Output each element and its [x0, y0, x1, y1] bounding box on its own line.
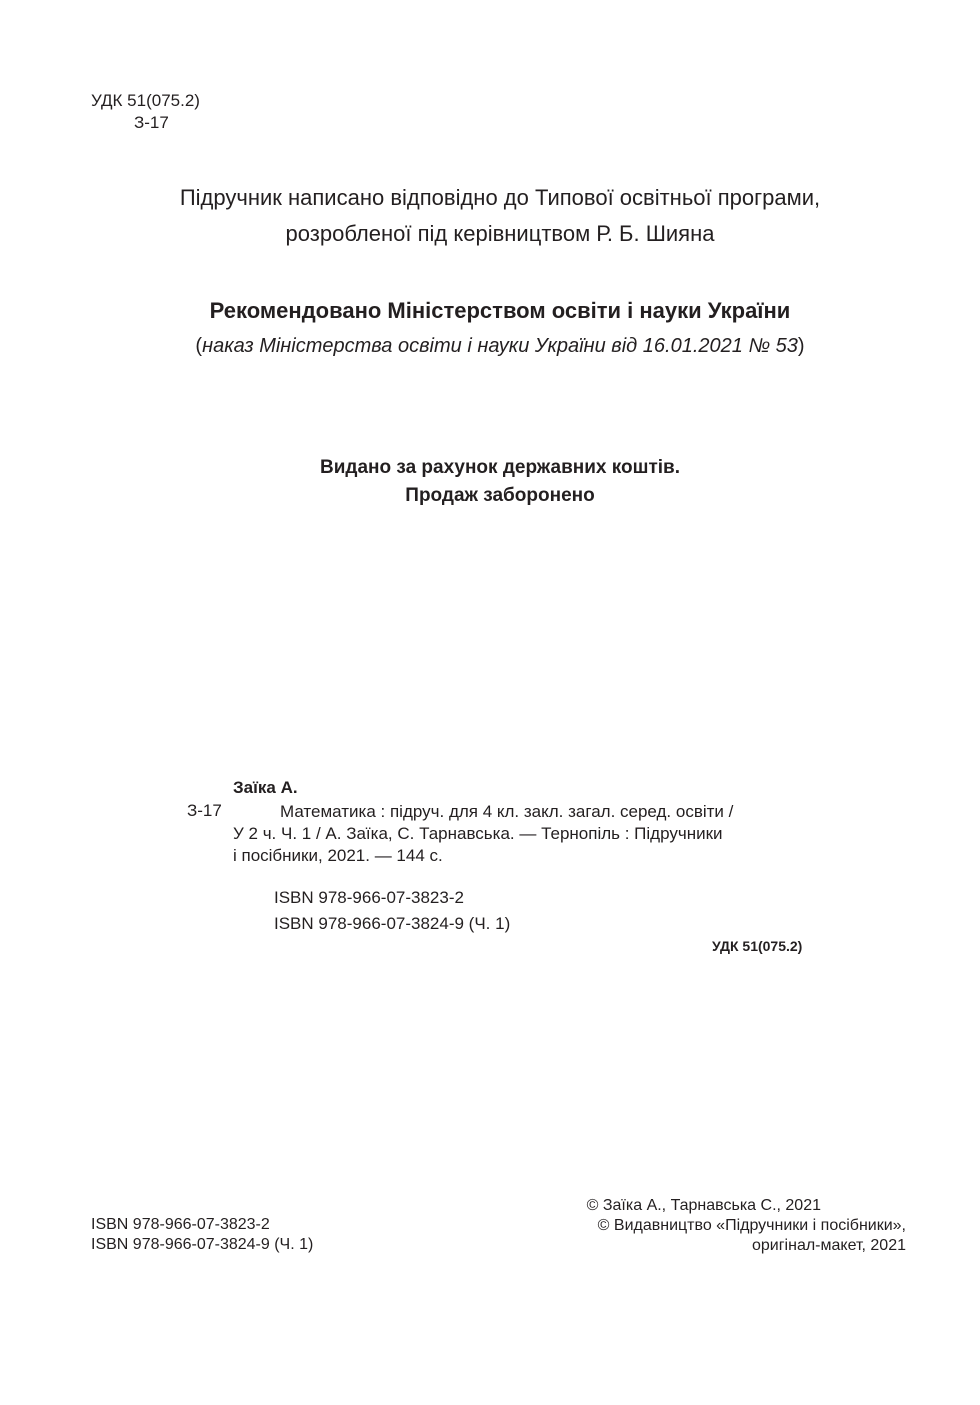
copyright-layout: оригінал-макет, 2021 [751, 1237, 906, 1254]
catalog-author: Заїка А. [233, 778, 298, 797]
catalog-isbn-2: ISBN 978-966-07-3824-9 (Ч. 1) [274, 914, 511, 933]
copyright-authors: © Заїка А., Тарнавська С., 2021 [586, 1197, 821, 1214]
udk-header [91, 90, 200, 134]
udk-code: УДК 51(075.2) [91, 91, 200, 110]
catalog-desc-line2: У 2 ч. Ч. 1 / А. Заїка, С. Тарнавська. — Тернопіль : Підручники [233, 824, 723, 843]
catalog-code: З-17 [187, 801, 222, 820]
order-close-paren: ) [797, 335, 805, 357]
order-text: наказ Міністерства освіти і науки України від 16.01.2021 № 53 [202, 335, 798, 357]
catalog-udk: УДК 51(075.2) [712, 938, 803, 954]
catalog-isbn-block [274, 885, 510, 937]
bottom-isbn-2: ISBN 978-966-07-3824-9 (Ч. 1) [91, 1236, 314, 1253]
copyright-block [587, 1196, 906, 1256]
copyright-publisher: © Видавництво «Підручники і посібники», [597, 1217, 906, 1234]
author-mark: З-17 [134, 113, 169, 132]
catalog-desc-line1: Математика : підруч. для 4 кл. закл. загал. серед. освіти / [280, 802, 734, 821]
bottom-isbn-1: ISBN 978-966-07-3823-2 [91, 1216, 270, 1233]
sale-prohibited-line: Продаж заборонено [405, 485, 595, 506]
catalog-description [233, 801, 833, 867]
program-note-line2: розробленої під керівництвом Р. Б. Шияна [285, 221, 715, 246]
recommendation-title: Рекомендовано Міністерством освіти і науки України [209, 298, 791, 323]
ministry-order [0, 332, 980, 360]
program-note [0, 180, 980, 252]
state-funding-line1: Видано за рахунок державних коштів. [319, 457, 681, 478]
catalog-isbn-1: ISBN 978-966-07-3823-2 [274, 888, 464, 907]
catalog-desc-line3: і посібники, 2021. — 144 с. [233, 846, 443, 865]
order-open-paren: ( [195, 335, 203, 357]
state-funding-note [0, 454, 980, 510]
bottom-isbn-block [91, 1215, 313, 1255]
program-note-line1: Підручник написано відповідно до Типової освітньої програми, [179, 185, 821, 210]
